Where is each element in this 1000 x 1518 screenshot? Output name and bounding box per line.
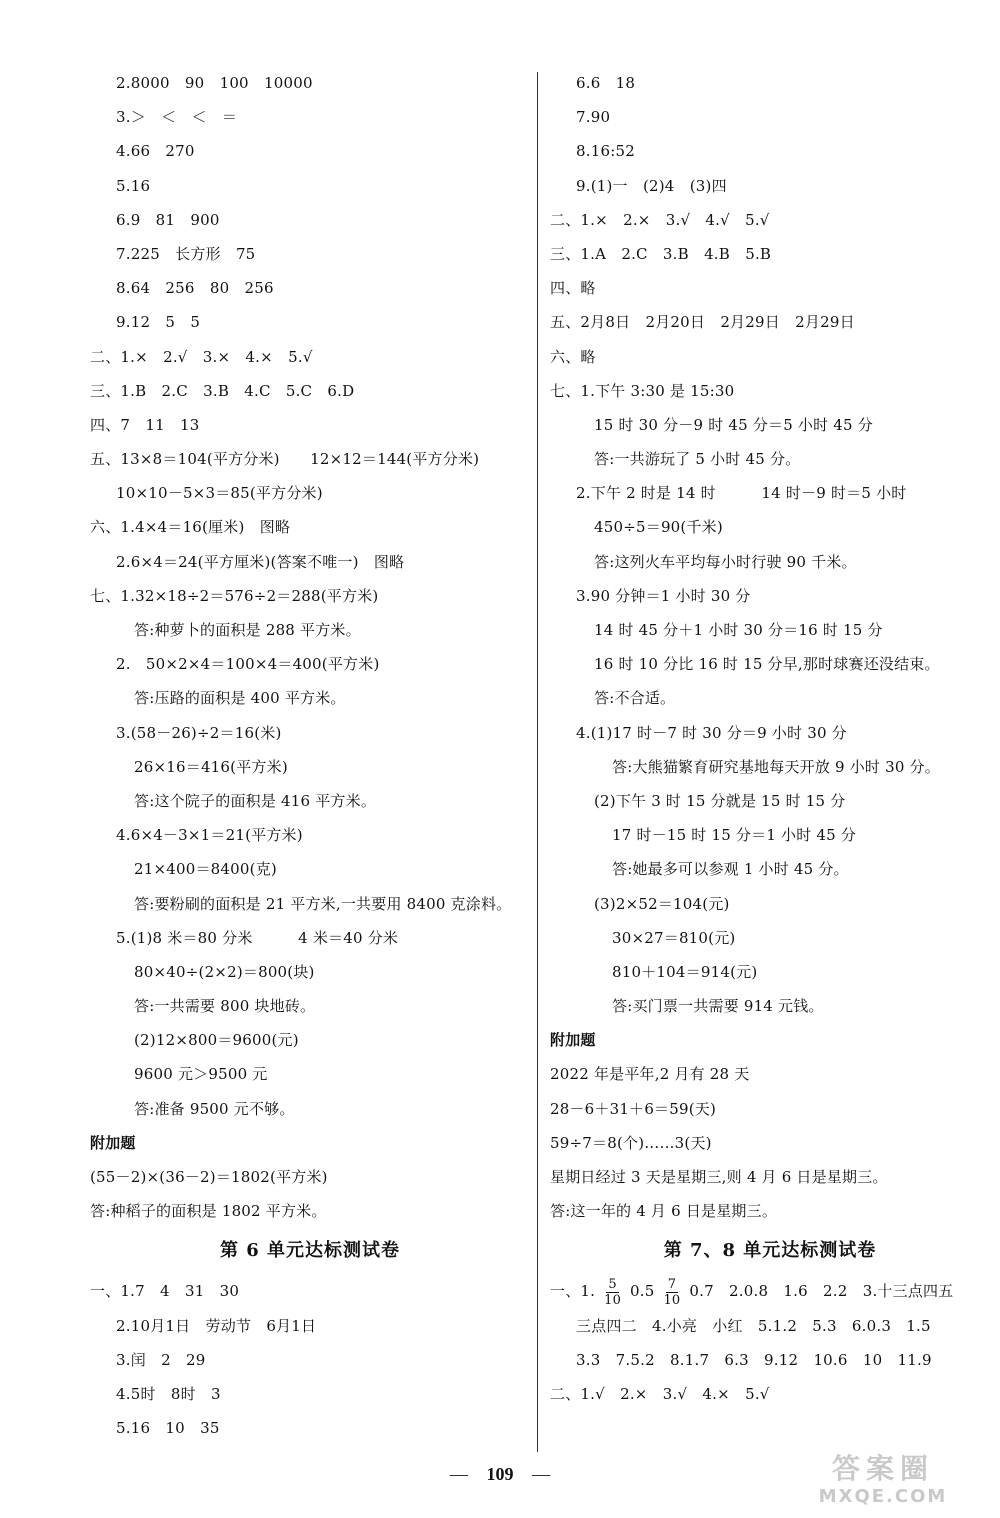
right-column bbox=[550, 66, 990, 1411]
answer-line: 26×16＝416(平方米) bbox=[134, 757, 288, 776]
answer-line: 答:准备 9500 元不够。 bbox=[134, 1099, 295, 1118]
answer-line: 二、1.× 2.√ 3.× 4.× 5.√ bbox=[90, 347, 313, 366]
page-dash-right: — bbox=[532, 1464, 550, 1484]
answer-line: 一、1.7 4 31 30 bbox=[90, 1282, 240, 1301]
answer-line: 10×10－5×3＝85(平方分米) bbox=[116, 484, 323, 503]
answer-line: 答:压路的面积是 400 平方米。 bbox=[134, 689, 346, 708]
answer-line: (2)下午 3 时 15 分就是 15 时 15 分 bbox=[594, 791, 846, 810]
answer-line: 答:她最多可以参观 1 小时 45 分。 bbox=[612, 860, 849, 879]
column-divider bbox=[537, 72, 538, 1452]
answer-line: 四、7 11 13 bbox=[90, 415, 200, 434]
answer-line: 三、1.A 2.C 3.B 4.B 5.B bbox=[550, 244, 772, 263]
answer-line: 4.6×4－3×1＝21(平方米) bbox=[116, 826, 303, 845]
answer-line: 2022 年是平年,2 月有 28 天 bbox=[550, 1065, 750, 1084]
answer-line: 9.(1)一 (2)4 (3)四 bbox=[576, 176, 727, 195]
fraction-denominator: 10 bbox=[663, 1292, 681, 1308]
answer-line: 14 时 45 分＋1 小时 30 分＝16 时 15 分 bbox=[594, 621, 883, 639]
answer-line: 六、略 bbox=[550, 347, 596, 366]
answer-line: 答:一共需要 800 块地砖。 bbox=[134, 997, 316, 1016]
answer-line: 答:这个院子的面积是 416 平方米。 bbox=[134, 791, 377, 810]
answer-line: (55－2)×(36－2)＝1802(平方米) bbox=[90, 1168, 328, 1186]
answer-line: 6.9 81 900 bbox=[116, 210, 220, 229]
answer-line: 30×27＝810(元) bbox=[612, 928, 736, 947]
answer-line: 2.10月1日 劳动节 6月1日 bbox=[116, 1316, 317, 1335]
answer-line: 五、13×8＝104(平方分米) 12×12＝144(平方分米) bbox=[90, 450, 480, 469]
fraction-numerator: 7 bbox=[667, 1276, 677, 1292]
answer-line: 七、1.下午 3:30 是 15:30 bbox=[550, 381, 735, 400]
answer-line: 5.16 bbox=[116, 176, 151, 195]
answer-line: 810＋104＝914(元) bbox=[612, 962, 758, 981]
answer-line: 16 时 10 分比 16 时 15 分早,那时球赛还没结束。 bbox=[594, 655, 940, 674]
left-column bbox=[90, 66, 530, 1445]
page-number-value: 109 bbox=[486, 1464, 514, 1484]
answer-text: 0.5 bbox=[630, 1282, 655, 1301]
answer-line: 9600 元＞9500 元 bbox=[134, 1065, 268, 1084]
answer-line: 8.64 256 80 256 bbox=[116, 279, 274, 298]
bonus-heading: 附加题 bbox=[90, 1133, 136, 1152]
fraction bbox=[604, 1277, 621, 1308]
answer-line: (2)12×800＝9600(元) bbox=[134, 1031, 299, 1050]
fraction-numerator: 5 bbox=[608, 1276, 617, 1292]
answer-line: 2.8000 90 100 10000 bbox=[116, 74, 313, 92]
answer-line: 四、略 bbox=[550, 279, 596, 298]
watermark-logo bbox=[788, 1452, 978, 1514]
answer-line: 5.16 10 35 bbox=[116, 1419, 220, 1438]
answer-line: 21×400＝8400(克) bbox=[134, 860, 277, 879]
answer-line: 6.6 18 bbox=[576, 74, 636, 92]
answer-line: 15 时 30 分－9 时 45 分＝5 小时 45 分 bbox=[594, 415, 873, 434]
answer-line: 2. 50×2×4＝100×4＝400(平方米) bbox=[116, 655, 380, 674]
answer-line: 8.16:52 bbox=[576, 142, 635, 161]
answer-line: 答:大熊猫繁育研究基地每天开放 9 小时 30 分。 bbox=[612, 757, 940, 776]
answer-line: 4.5时 8时 3 bbox=[116, 1384, 221, 1403]
answer-line: 2.下午 2 时是 14 时 14 时－9 时＝5 小时 bbox=[576, 484, 907, 503]
answer-line: 7.90 bbox=[576, 108, 611, 127]
answer-line: 5.(1)8 米＝80 分米 4 米＝40 分米 bbox=[116, 928, 399, 947]
answer-line: 答:这一年的 4 月 6 日是星期三。 bbox=[550, 1202, 778, 1221]
watermark-text: 答案圈 bbox=[831, 1452, 934, 1485]
answer-line: 三、1.B 2.C 3.B 4.C 5.C 6.D bbox=[90, 381, 355, 400]
answer-line: 7.225 长方形 75 bbox=[116, 244, 256, 263]
answer-line: 答:这列火车平均每小时行驶 90 千米。 bbox=[594, 552, 857, 571]
answer-line: 3.3 7.5.2 8.1.7 6.3 9.12 10.6 10 11.9 bbox=[576, 1350, 932, 1369]
answer-line: 答:不合适。 bbox=[594, 689, 676, 708]
answer-line: 答:要粉刷的面积是 21 平方米,一共要用 8400 克涂料。 bbox=[134, 894, 512, 913]
answer-line: 9.12 5 5 bbox=[116, 313, 201, 332]
fraction bbox=[663, 1277, 680, 1308]
answer-line: 三点四二 4.小亮 小红 5.1.2 5.3 6.0.3 1.5 bbox=[576, 1316, 931, 1335]
answer-line: 答:一共游玩了 5 小时 45 分。 bbox=[594, 450, 801, 469]
answer-line: 3.90 分钟＝1 小时 30 分 bbox=[576, 586, 751, 605]
answer-line: 28－6＋31＋6＝59(天) bbox=[550, 1099, 717, 1118]
answer-line: 答:种稻子的面积是 1802 平方米。 bbox=[90, 1202, 327, 1221]
watermark-url: MXQE.COM bbox=[818, 1486, 948, 1507]
answer-line: 七、1.32×18÷2＝576÷2＝288(平方米) bbox=[90, 586, 379, 605]
answer-line: (3)2×52＝104(元) bbox=[594, 894, 730, 913]
answer-line: 答:买门票一共需要 914 元钱。 bbox=[612, 997, 824, 1016]
answer-text: 0.7 2.0.8 1.6 2.2 3.十三点四五 bbox=[689, 1282, 954, 1301]
answer-line: 4.66 270 bbox=[116, 142, 195, 161]
answer-line: 答:种萝卜的面积是 288 平方米。 bbox=[134, 621, 361, 639]
section-title: 第 7、8 单元达标测试卷 bbox=[663, 1240, 877, 1262]
answer-line: 2.6×4＝24(平方厘米)(答案不唯一) 图略 bbox=[116, 552, 405, 571]
answer-line-with-fractions bbox=[550, 1274, 990, 1308]
section-title: 第 6 单元达标测试卷 bbox=[219, 1240, 401, 1262]
answer-line: 五、2月8日 2月20日 2月29日 2月29日 bbox=[550, 313, 855, 332]
answer-line: 4.(1)17 时－7 时 30 分＝9 小时 30 分 bbox=[576, 723, 847, 742]
answer-line: 3.闰 2 29 bbox=[116, 1350, 206, 1369]
page-dash-left: — bbox=[450, 1464, 468, 1484]
answer-line: 450÷5＝90(千米) bbox=[594, 518, 723, 537]
answer-line: 3.＞ ＜ ＜ ＝ bbox=[116, 108, 238, 127]
answer-line: 二、1.× 2.× 3.√ 4.√ 5.√ bbox=[550, 210, 770, 229]
answer-line: 星期日经过 3 天是星期三,则 4 月 6 日是星期三。 bbox=[550, 1168, 888, 1186]
answer-line: 六、1.4×4＝16(厘米) 图略 bbox=[90, 518, 291, 537]
answer-line: 二、1.√ 2.× 3.√ 4.× 5.√ bbox=[550, 1384, 770, 1403]
bonus-heading: 附加题 bbox=[550, 1031, 596, 1050]
answer-line: 59÷7＝8(个)……3(天) bbox=[550, 1133, 712, 1152]
answer-line: 17 时－15 时 15 分＝1 小时 45 分 bbox=[612, 826, 857, 845]
fraction-denominator: 10 bbox=[604, 1292, 622, 1308]
answer-line: 3.(58－26)÷2＝16(米) bbox=[116, 723, 282, 742]
answer-line: 80×40÷(2×2)＝800(块) bbox=[134, 962, 315, 981]
answer-prefix: 一、1. bbox=[550, 1282, 596, 1301]
